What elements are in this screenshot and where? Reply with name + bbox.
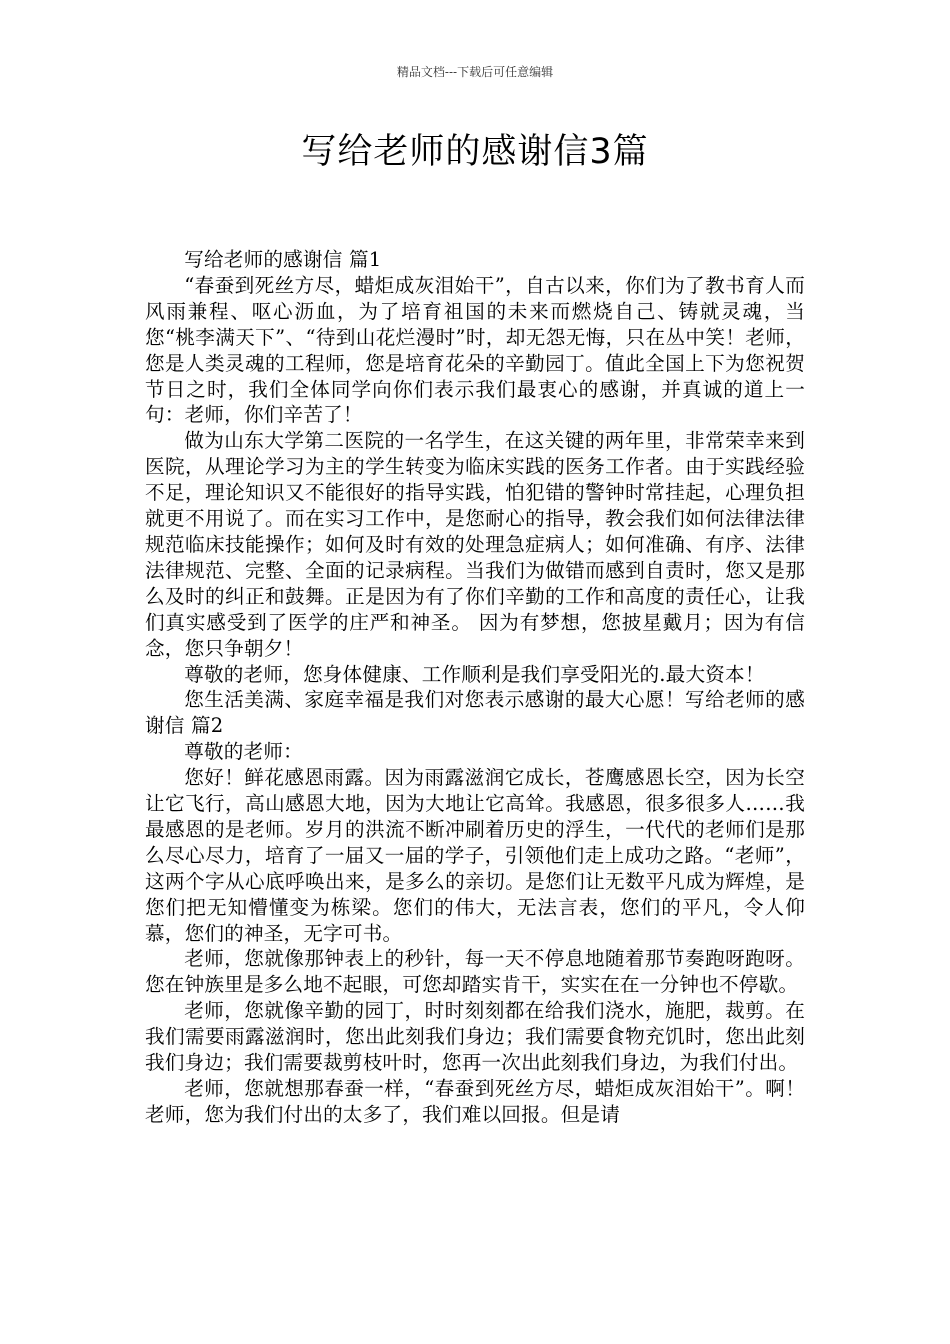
paragraph: “春蚕到死丝方尽，蜡炬成灰泪始干”，自古以来，你们为了教书育人而风雨兼程、呕心沥血，为了培育祖国的未来而燃烧自己、铸就灵魂，当您“桃李满天下”、“待到山花烂漫时”时，却无怨无悔，只在丛中笑！老师，您是人类灵魂的工程师，您是培育花朵的辛勤园丁。值此全国上下为您祝贺节日之时，我们全体同学向你们表示我们最衷心的感谢，并真诚的道上一句：老师，你们辛苦了！	[145, 273, 805, 427]
paragraph: 老师，您就像那钟表上的秒针，每一天不停息地随着那节奏跑呀跑呀。您在钟族里是多么地不起眼，可您却踏实肯干，实实在在一分钟也不停歇。	[145, 947, 805, 997]
paragraph-salutation: 尊敬的老师：	[184, 740, 303, 764]
header-note: 精品文档---下载后可任意编辑	[396, 65, 554, 79]
paragraph: 您好！鲜花感恩雨露。因为雨露滋润它成长，苍鹰感恩长空，因为长空让它飞行，高山感恩大地，因为大地让它高耸。我感恩，很多很多人……我最感恩的是老师。岁月的洪流不断冲刷着历史的浮生，一代代的老师们是那么尽心尽力，培育了一届又一届的学子，引领他们走上成功之路。“老师”，这两个字从心底呼唤出来，是多么的亲切。是您们让无数平凡成为辉煌，是您们把无知懵懂变为栋梁。您们的伟大，无法言表，您们的平凡，令人仰慕，您们的神圣，无字可书。	[145, 766, 805, 945]
paragraph: 尊敬的老师，您身体健康、工作顺利是我们享受阳光的.最大资本！	[184, 662, 765, 686]
paragraph: 老师，您就想那春蚕一样，“春蚕到死丝方尽，蜡炬成灰泪始干”。啊！老师，您为我们付出的太多了，我们难以回报。但是请	[145, 1077, 805, 1126]
paragraph: 您生活美满、家庭幸福是我们对您表示感谢的最大心愿！写给老师的感谢信 篇2	[145, 688, 805, 738]
paragraph: 老师，您就像辛勤的园丁，时时刻刻都在给我们浇水，施肥，裁剪。在我们需要雨露滋润时，您出此刻我们身边；我们需要食物充饥时，您出此刻我们身边；我们需要裁剪枝叶时，您再一次出此刻我们身边，为我们付出。	[145, 999, 805, 1075]
document-title: 写给老师的感谢信3篇	[301, 132, 649, 172]
paragraph-section-heading-1: 写给老师的感谢信 篇1	[184, 248, 382, 271]
paragraph: 做为山东大学第二医院的一名学生，在这关键的两年里，非常荣幸来到医院，从理论学习为主的学生转变为临床实践的医务工作者。由于实践经验不足，理论知识又不能很好的指导实践，怕犯错的警钟时常挂起，心理负担就更不用说了。而在实习工作中，是您耐心的指导，教会我们如何法律法律规范临床技能操作；如何及时有效的处理急症病人；如何准确、有序、法律法律规范、完整、全面的记录病程。当我们为做错而感到自责时，您又是那么及时的纠正和鼓舞。正是因为有了你们辛勤的工作和高度的责任心，让我们真实感受到了医学的庄严和神圣。 因为有梦想，您披星戴月；因为有信念，您只争朝夕！	[145, 429, 805, 660]
document-body	[145, 247, 805, 1128]
